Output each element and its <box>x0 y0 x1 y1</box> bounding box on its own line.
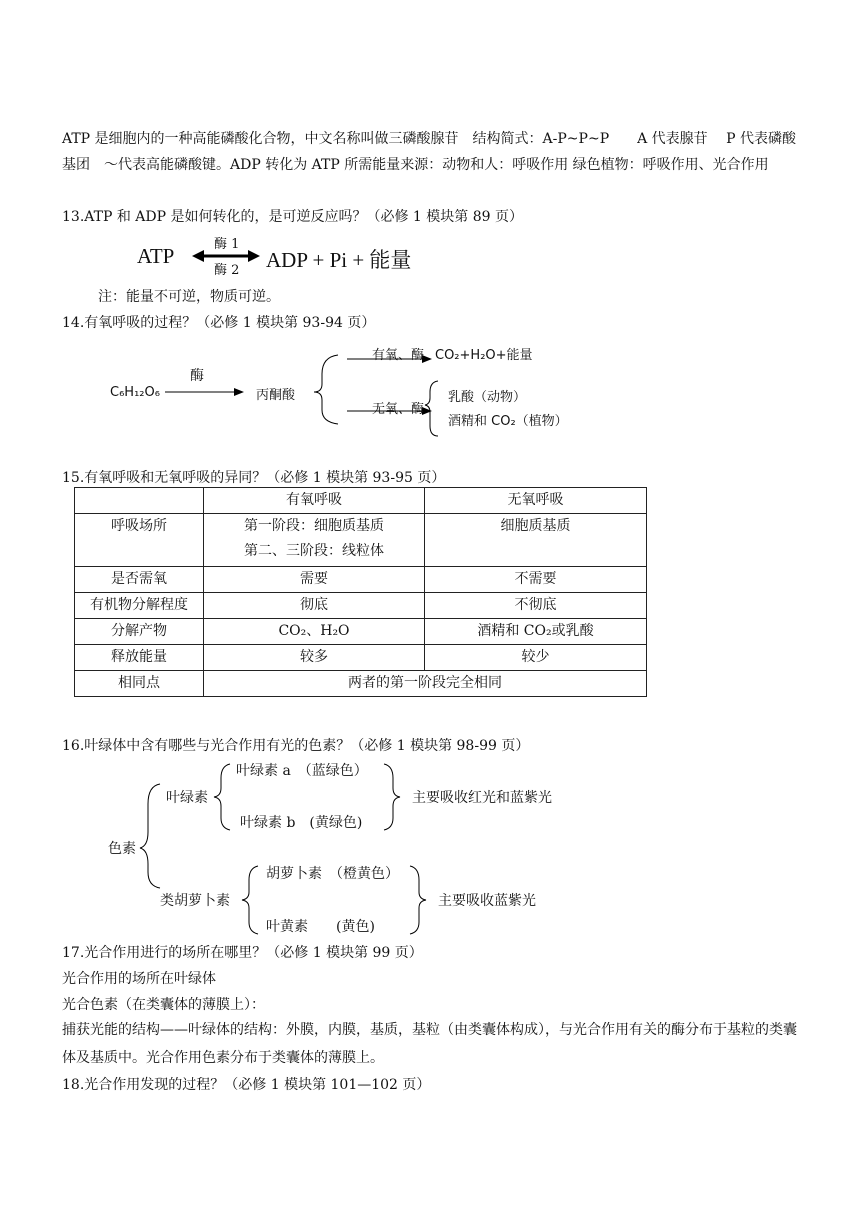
table-cell: 细胞质基质 <box>425 514 647 567</box>
atp-label: ATP <box>137 244 175 268</box>
aerobic-product-label: CO₂+H₂O+能量 <box>435 348 533 363</box>
enzyme1-label: 酶 1 <box>214 237 240 252</box>
q17-line2: 光合色素（在类囊体的薄膜上）： <box>62 997 265 1013</box>
table-row <box>75 514 647 567</box>
table-cell: 彻底 <box>204 593 425 619</box>
row-label: 释放能量 <box>75 645 204 671</box>
table-row <box>75 619 647 645</box>
table-cell: 较少 <box>425 645 647 671</box>
q16-title: 16.叶绿体中含有哪些与光合作用有光的色素？（必修 1 模块第 98-99 页） <box>62 738 530 754</box>
table-header-cell: 有氧呼吸 <box>204 488 425 514</box>
table-cell: 酒精和 CO₂或乳酸 <box>425 619 647 645</box>
aerobic-condition-label: 有氧、酶 <box>372 348 425 363</box>
chlorophyll-absorb-note: 主要吸收红光和蓝紫光 <box>412 790 552 806</box>
pyruvate-label: 丙酮酸 <box>256 388 296 403</box>
table-cell: CO₂、H₂O <box>204 619 425 645</box>
carotenoid-brace-right-icon <box>410 866 426 934</box>
table-row <box>75 567 647 593</box>
enzyme2-label: 酶 2 <box>214 263 240 278</box>
row-label: 呼吸场所 <box>75 514 204 567</box>
q14-small-brace-icon <box>425 381 438 436</box>
table-cell <box>204 514 425 567</box>
table-header-cell: 无氧呼吸 <box>425 488 647 514</box>
anaerobic-condition-label: 无氧、酶 <box>372 402 425 417</box>
chlorophyll-a-label: 叶绿素 a （蓝绿色） <box>236 763 368 779</box>
table-row <box>75 593 647 619</box>
table-row <box>75 645 647 671</box>
carotene-label: 胡萝卜素 （橙黄色） <box>266 866 399 882</box>
chlorophyll-b-label: 叶绿素 b (黄绿色) <box>240 815 363 831</box>
row-label: 有机物分解程度 <box>75 593 204 619</box>
q18-title: 18.光合作用发现的过程？（必修 1 模块第 101—102 页） <box>62 1077 431 1093</box>
table-header-cell <box>75 488 204 514</box>
respiration-comparison-table <box>74 487 647 697</box>
glucose-arrow-icon <box>165 388 244 396</box>
double-arrow-icon <box>192 250 260 262</box>
q15-title: 15.有氧呼吸和无氧呼吸的异同？（必修 1 模块第 93-95 页） <box>62 470 446 486</box>
carotenoid-absorb-note: 主要吸收蓝紫光 <box>438 893 536 909</box>
q14-title: 14.有氧呼吸的过程？（必修 1 模块第 93-94 页） <box>62 315 376 331</box>
xanthophyll-label: 叶黄素 (黄色) <box>266 919 375 935</box>
adp-products-label: ADP + Pi + 能量 <box>266 248 412 272</box>
pigment-root-label: 色素 <box>108 841 136 857</box>
table-cell: 不需要 <box>425 567 647 593</box>
pigment-brace-icon <box>140 784 160 888</box>
chlorophyll-brace-left-icon <box>214 764 230 830</box>
q14-brace-icon <box>314 355 338 424</box>
chlorophyll-brace-right-icon <box>384 764 400 830</box>
carotenoid-brace-left-icon <box>242 866 258 934</box>
chlorophyll-group-label: 叶绿素 <box>166 790 208 806</box>
q17-line1: 光合作用的场所在叶绿体 <box>62 971 216 987</box>
q17-paragraph: 捕获光能的结构——叶绿体的结构：外膜，内膜，基质，基粒（由类囊体构成），与光合作用有关的酶分布于基粒的类囊体及基质中。光合作用色素分布于类囊体的薄膜上。 <box>62 1022 797 1066</box>
q13-note: 注：能量不可逆，物质可逆。 <box>98 289 280 305</box>
row-label: 是否需氧 <box>75 567 204 593</box>
table-cell: 不彻底 <box>425 593 647 619</box>
table-cell: 两者的第一阶段完全相同 <box>204 671 647 697</box>
table-cell: 较多 <box>204 645 425 671</box>
row-label: 分解产物 <box>75 619 204 645</box>
row-label: 相同点 <box>75 671 204 697</box>
q13-title: 13.ATP 和 ADP 是如何转化的，是可逆反应吗？（必修 1 模块第 89 页） <box>62 209 523 225</box>
q17-title: 17.光合作用进行的场所在哪里？（必修 1 模块第 99 页） <box>62 945 423 961</box>
table-header-row <box>75 488 647 514</box>
enzyme-label: 酶 <box>190 368 204 384</box>
intro-paragraph: ATP 是细胞内的一种高能磷酸化合物，中文名称叫做三磷酸腺苷 结构简式：A-P~P~P A 代表腺苷 P 代表磷酸基团 ～代表高能磷酸键。ADP 转化为 ATP 所需能量来源：动物和人：呼吸作用 绿色植物：呼吸作用、光合作用 <box>62 131 796 173</box>
table-row <box>75 671 647 697</box>
glucose-label: C₆H₁₂O₆ <box>110 385 160 400</box>
alcohol-co2-label: 酒精和 CO₂（植物） <box>448 414 568 429</box>
cell-line: 第二、三阶段：线粒体 <box>244 543 384 559</box>
cell-line: 第一阶段：细胞质基质 <box>244 518 384 534</box>
lactic-acid-label: 乳酸（动物） <box>448 390 527 405</box>
carotenoid-group-label: 类胡萝卜素 <box>160 893 230 909</box>
table-cell: 需要 <box>204 567 425 593</box>
